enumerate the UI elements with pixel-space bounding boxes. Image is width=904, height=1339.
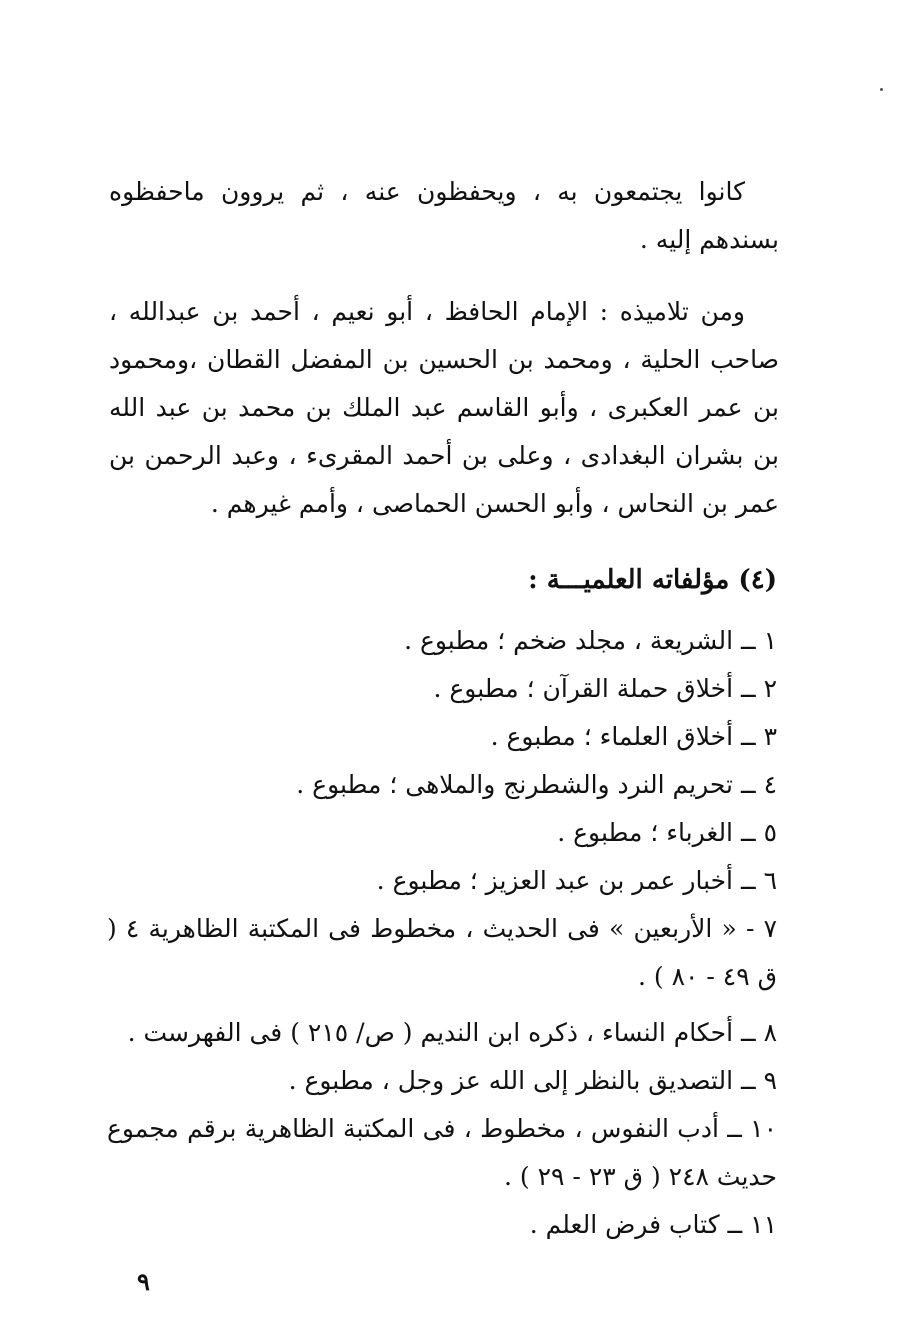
- list-item: ٩ ــ التصديق بالنظر إلى الله عز وجل ، مطبوع .: [288, 1066, 777, 1095]
- list-item: ٥ ــ الغرباء ؛ مطبوع .: [557, 818, 777, 847]
- list-item: ٣ ــ أخلاق العلماء ؛ مطبوع .: [490, 722, 777, 751]
- list-item: ٢ ــ أخلاق حملة القرآن ؛ مطبوع .: [433, 674, 777, 703]
- paragraph-students: [109, 288, 779, 528]
- list-item: ٤ ــ تحريم النرد والشطرنج والملاهى ؛ مطبوع .: [296, 770, 777, 799]
- paragraph-students-text: ومن تلاميذه : الإمام الحافظ ، أبو نعيم ، أحمد بن عبدالله ، صاحب الحلية ، ومحمد بن الحسين بن المفضل القطان ،ومحمود بن عمر العكبرى ، وأبو القاسم عبد الملك بن محمد بن عبد الله بن بشران البغدادى ، وعلى بن أحمد المقرىء ، وعبد الرحمن بن عمر بن النحاس ، وأبو الحسن الحماصى ، وأمم غيرهم .: [109, 297, 779, 518]
- list-item: ١ ــ الشريعة ، مجلد ضخم ؛ مطبوع .: [404, 626, 777, 655]
- list-item: ٨ ــ أحكام النساء ، ذكره ابن النديم ( ص/ ٢١٥ ) فى الفهرست .: [127, 1018, 777, 1047]
- page-number: ٩: [137, 1267, 150, 1296]
- works-list: [107, 617, 777, 1249]
- list-item: ٧ - « الأربعين » فى الحديث ، مخطوط فى المكتبة الظاهرية ٤ ( ق ٤٩ - ٨٠ ) .: [107, 914, 778, 991]
- section-heading: (٤) مؤلفاته العلميـــة :: [528, 565, 777, 595]
- list-item: ٦ ــ أخبار عمر بن عبد العزيز ؛ مطبوع .: [376, 866, 777, 895]
- list-item: ١٠ ــ أدب النفوس ، مخطوط ، فى المكتبة الظاهرية برقم مجموع حديث ٢٤٨ ( ق ٢٣ - ٢٩ ) .: [107, 1114, 777, 1191]
- paragraph-intro-text: كانوا يجتمعون به ، ويحفظون عنه ، ثم يروون ماحفظوه بسندهم إليه .: [109, 177, 779, 254]
- scan-speck: [880, 88, 883, 91]
- list-item: ١١ ــ كتاب فرض العلم .: [529, 1210, 777, 1239]
- paragraph-intro: [109, 168, 779, 264]
